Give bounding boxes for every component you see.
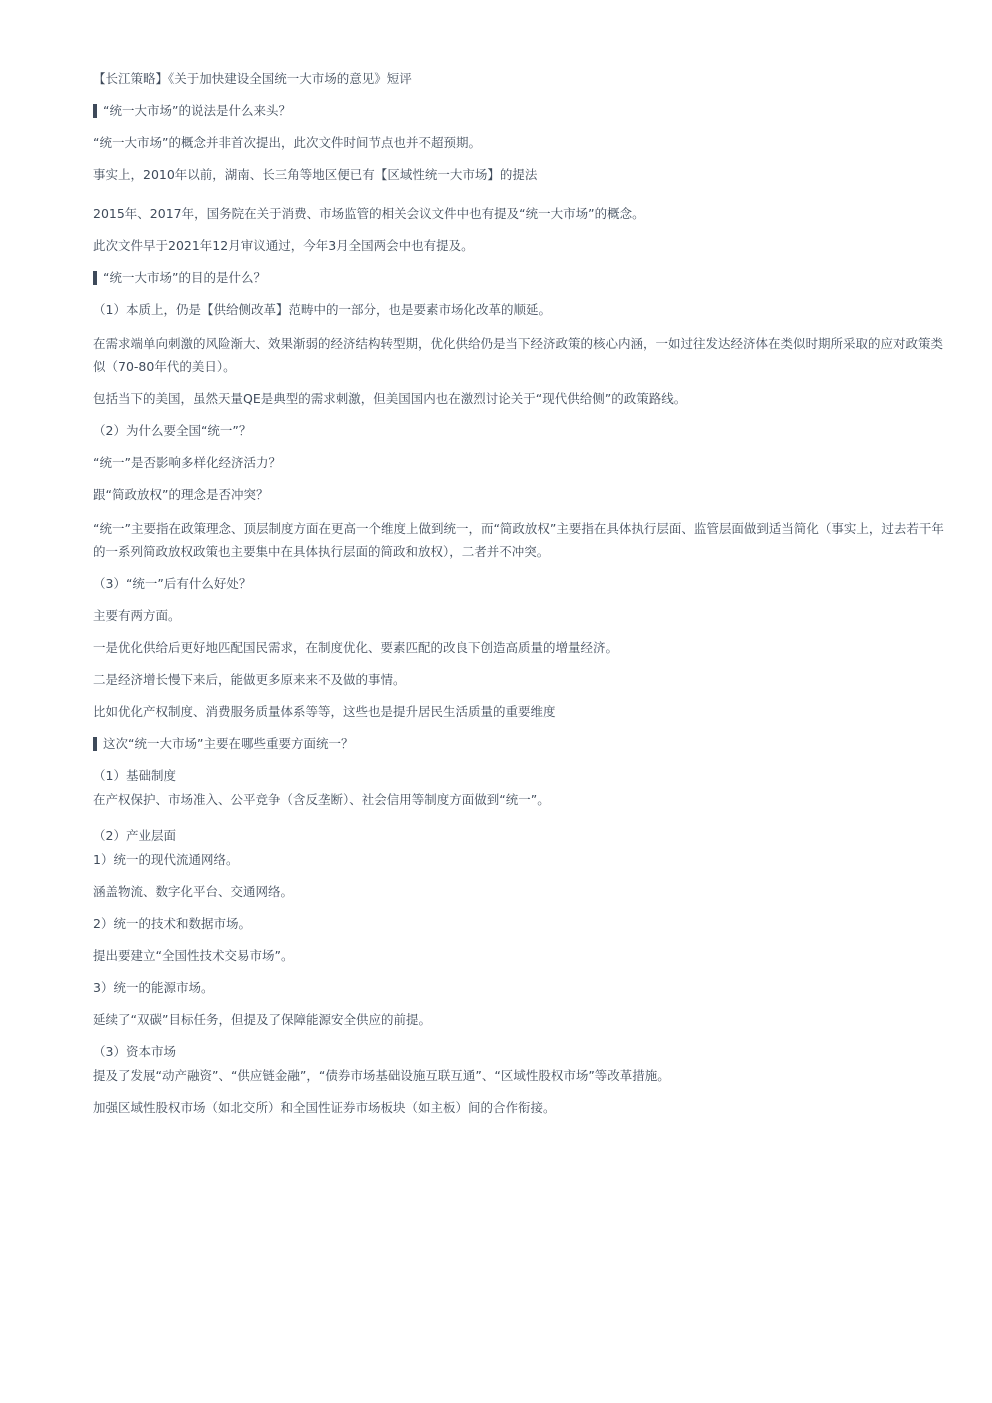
paragraph: 提及了发展“动产融资”、“供应链金融”，“债券市场基础设施互联互通”、“区域性股权市场”等改革措施。 [93, 1068, 670, 1083]
paragraph: 3）统一的能源市场。 [93, 980, 214, 995]
paragraph: “统一大市场”的概念并非首次提出，此次文件时间节点也并不超预期。 [93, 135, 481, 150]
paragraph: （3）“统一”后有什么好处？ [93, 576, 252, 591]
section-heading-aspects: 这次“统一大市场”主要在哪些重要方面统一？ [93, 734, 948, 754]
paragraph: 在需求端单向刺激的风险渐大、效果渐弱的经济结构转型期，优化供给仍是当下经济政策的核心内涵，一如过往发达经济体在类似时期所采取的应对政策类似（70-80年代的美日）。 [93, 336, 944, 374]
paragraph: 此次文件早于2021年12月审议通过，今年3月全国两会中也有提及。 [93, 238, 474, 253]
paragraph: 2）统一的技术和数据市场。 [93, 916, 251, 931]
paragraph: 二是经济增长慢下来后，能做更多原来来不及做的事情。 [93, 672, 406, 687]
paragraph: 延续了“双碳”目标任务，但提及了保障能源安全供应的前提。 [93, 1012, 431, 1027]
paragraph: 事实上，2010年以前，湖南、长三角等地区便已有【区域性统一大市场】的提法 [93, 167, 538, 182]
paragraph: 加强区域性股权市场（如北交所）和全国性证券市场板块（如主板）间的合作衔接。 [93, 1100, 556, 1115]
document-title: 【长江策略】《关于加快建设全国统一大市场的意见》短评 [93, 71, 412, 86]
subheading: （2）产业层面 [93, 828, 176, 843]
paragraph: “统一”主要指在政策理念、顶层制度方面在更高一个维度上做到统一，而“简政放权”主要指在具体执行层面、监管层面做到适当简化（事实上，过去若干年的一系列简政放权政策也主要集中在具体执行层面的简政和放权），二者并不冲突。 [93, 521, 944, 559]
paragraph: 包括当下的美国，虽然天量QE是典型的需求刺激，但美国国内也在激烈讨论关于“现代供给侧”的政策路线。 [93, 391, 687, 406]
subheading: （3）资本市场 [93, 1044, 176, 1059]
paragraph: 2015年、2017年，国务院在关于消费、市场监管的相关会议文件中也有提及“统一大市场”的概念。 [93, 206, 645, 221]
paragraph: 跟“简政放权”的理念是否冲突？ [93, 487, 269, 502]
paragraph: 比如优化产权制度、消费服务质量体系等等，这些也是提升居民生活质量的重要维度 [93, 704, 556, 719]
paragraph: 在产权保护、市场准入、公平竞争（含反垄断）、社会信用等制度方面做到“统一”。 [93, 792, 550, 807]
section-heading-purpose: “统一大市场”的目的是什么？ [93, 268, 948, 288]
section-heading-origin: “统一大市场”的说法是什么来头？ [93, 101, 948, 121]
paragraph: 1）统一的现代流通网络。 [93, 852, 239, 867]
paragraph: （1）本质上，仍是【供给侧改革】范畴中的一部分，也是要素市场化改革的顺延。 [93, 302, 551, 317]
paragraph: 提出要建立“全国性技术交易市场”。 [93, 948, 294, 963]
paragraph: （2）为什么要全国“统一”？ [93, 423, 252, 438]
paragraph: 一是优化供给后更好地匹配国民需求，在制度优化、要素匹配的改良下创造高质量的增量经济。 [93, 640, 619, 655]
paragraph: 涵盖物流、数字化平台、交通网络。 [93, 884, 294, 899]
paragraph: “统一”是否影响多样化经济活力？ [93, 455, 281, 470]
document-body [93, 69, 948, 1130]
subheading: （1）基础制度 [93, 768, 176, 783]
paragraph: 主要有两方面。 [93, 608, 181, 623]
